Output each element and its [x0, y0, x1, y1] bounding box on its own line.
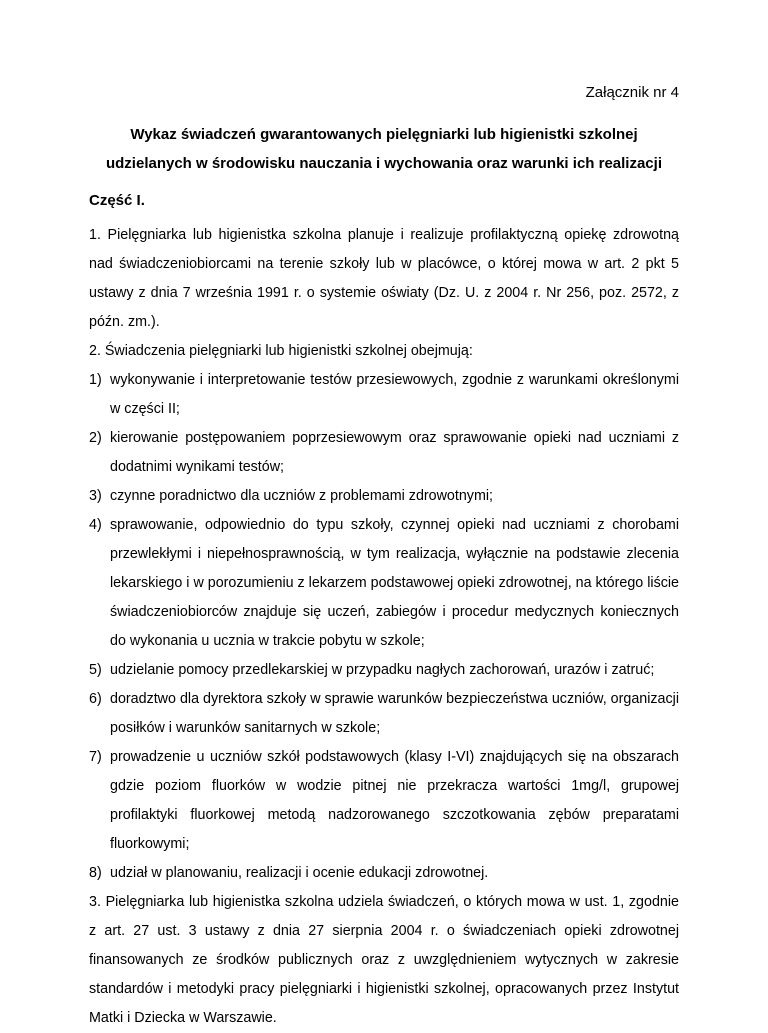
list-item-number: 8)	[89, 865, 102, 881]
list-item-number: 4)	[89, 517, 102, 533]
document-body	[89, 221, 679, 1033]
list-item-text: czynne poradnictwo dla uczniów z problemami zdrowotnymi;	[110, 488, 494, 504]
list-item	[89, 424, 679, 482]
list-item-text: prowadzenie u uczniów szkół podstawowych (klasy I-VI) znajdujących się na obszarach gdzie poziom fluorków w wodzie pitnej nie przekracza wartości 1mg/l, grupowej profilaktyki fluorkowej metodą nadzorowanego szczotkowania zębów preparatami fluorkowymi;	[110, 749, 679, 852]
annex-label: Załącznik nr 4	[585, 84, 679, 101]
list-item-number: 7)	[89, 749, 102, 765]
list-item	[89, 366, 679, 424]
list-item-text: udział w planowaniu, realizacji i ocenie edukacji zdrowotnej.	[110, 865, 489, 881]
list-item-text: kierowanie postępowaniem poprzesiewowym oraz sprawowanie opieki nad uczniami z dodatnimi wynikami testów;	[110, 430, 679, 475]
list-item-text: udzielanie pomocy przedlekarskiej w przypadku nagłych zachorowań, urazów i zatruć;	[110, 662, 655, 678]
paragraph-1: 1. Pielęgniarka lub higienistka szkolna planuje i realizuje profilaktyczną opiekę zdrowotną nad świadczeniobiorcami na terenie szkoły lub w placówce, o której mowa w art. 2 pkt 5 ustawy z dnia 7 września 1991 r. o systemie oświaty (Dz. U. z 2004 r. Nr 256, poz. 2572, z późn. zm.).	[89, 227, 679, 330]
list-item	[89, 656, 679, 685]
list-item-number: 6)	[89, 691, 102, 707]
list-item-number: 2)	[89, 430, 102, 446]
list-item-text: doradztwo dla dyrektora szkoły w sprawie warunków bezpieczeństwa uczniów, organizacji posiłków i warunków sanitarnych w szkole;	[110, 691, 679, 736]
list-item	[89, 743, 679, 859]
list-item	[89, 482, 679, 511]
title-line-1: Wykaz świadczeń gwarantowanych pielęgniarki lub higienistki szkolnej	[130, 126, 638, 143]
list-item	[89, 685, 679, 743]
part-heading: Część I.	[89, 192, 145, 209]
list-item-number: 5)	[89, 662, 102, 678]
list-item-number: 1)	[89, 372, 102, 388]
paragraph-3: 3. Pielęgniarka lub higienistka szkolna udziela świadczeń, o których mowa w ust. 1, zgodnie z art. 27 ust. 3 ustawy z dnia 27 sierpnia 2004 r. o świadczeniach opieki zdrowotnej finansowanych ze środków publicznych oraz z uwzględnieniem wytycznych w zakresie standardów i metodyki pracy pielęgniarki i higienistki szkolnej, opracowanych przez Instytut Matki i Dziecka w Warszawie.	[89, 894, 679, 1026]
title-line-2: udzielanych w środowisku nauczania i wychowania oraz warunki ich realizacji	[105, 155, 662, 172]
document-title	[60, 120, 708, 178]
list-item-text: sprawowanie, odpowiednio do typu szkoły, czynnej opieki nad uczniami z chorobami przewlekłymi i niepełnosprawnością, w tym realizacja, wyłącznie na podstawie zlecenia lekarskiego i w porozumieniu z lekarzem podstawowej opieki zdrowotnej, na którego liście świadczeniobiorców znajduje się uczeń, zabiegów i procedur medycznych koniecznych do wykonania u ucznia w trakcie pobytu w szkole;	[110, 517, 679, 649]
list-item	[89, 511, 679, 656]
list-item-number: 3)	[89, 488, 102, 504]
paragraph-2: 2. Świadczenia pielęgniarki lub higienistki szkolnej obejmują:	[89, 343, 473, 359]
list-item-text: wykonywanie i interpretowanie testów przesiewowych, zgodnie z warunkami określonymi w części II;	[110, 372, 679, 417]
list-item	[89, 859, 679, 888]
